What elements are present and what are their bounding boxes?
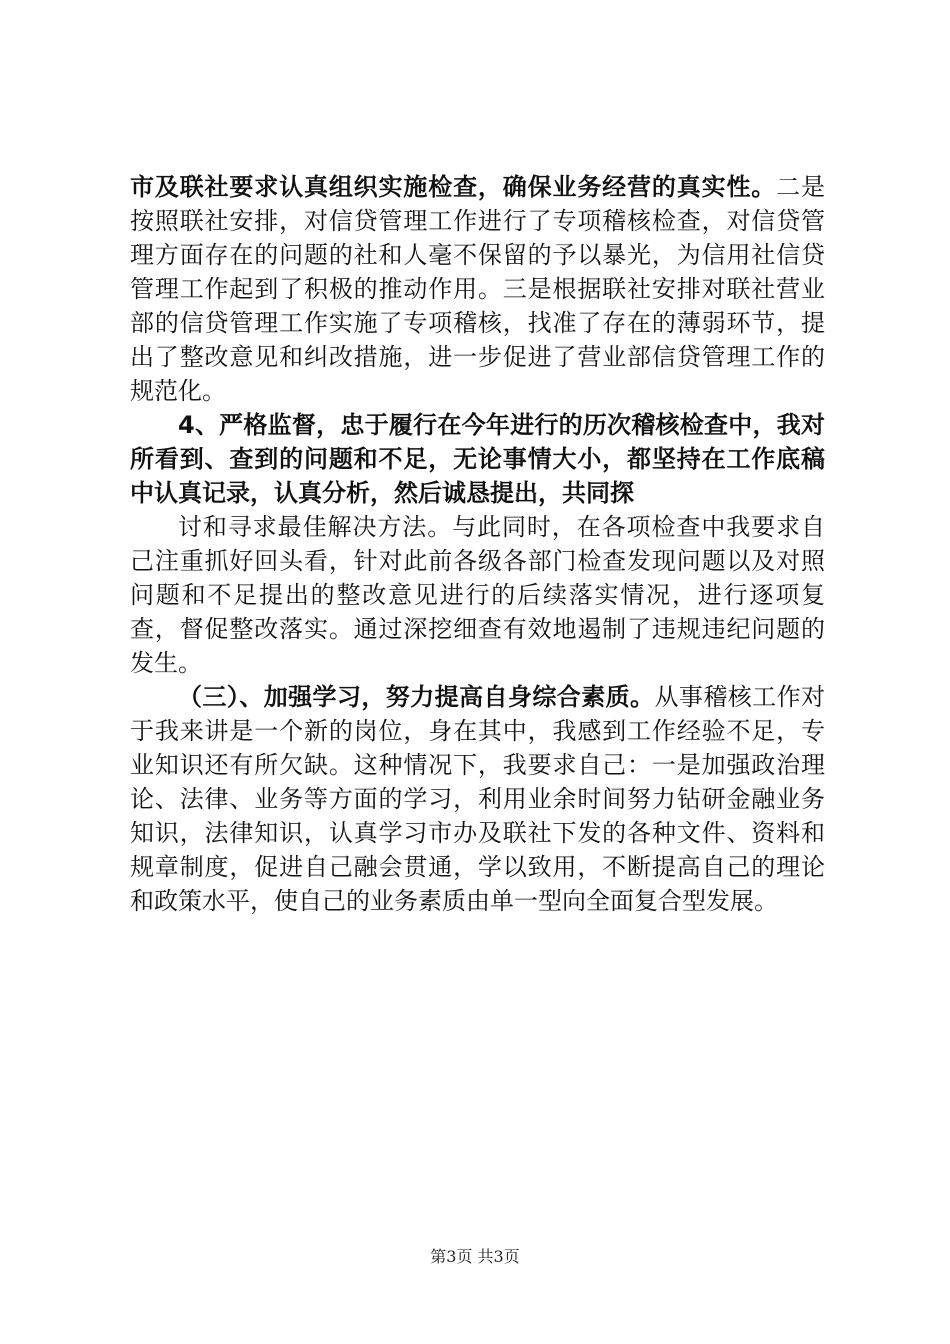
paragraph-4-text: 从事稽核工作对于我来讲是一个新的岗位，身在其中，我感到工作经验不足，专业知识还有所欠缺。这种情况下，我要求自己：一是加强政治理论、法律、业务等方面的学习，利用业余时间努力钻研金融业务知识，法律知识，认真学习市办及联社下发的各种文件、资料和规章制度，促进自己融会贯通，学以致用，不断提高自己的理论和政策水平，使自己的业务素质由单一型向全面复合型发展。 <box>130 683 826 915</box>
paragraph-3: 讨和寻求最佳解决方法。与此同时，在各项检查中我要求自己注重抓好回头看，针对此前各级各部门检查发现问题以及对照问题和不足提出的整改意见进行的后续落实情况，进行逐项复查，督促整改落实。通过深挖细查有效地遏制了违规违纪问题的发生。 <box>130 513 825 677</box>
paragraph-1-bold-text: 市及联社要求认真组织实施检查，确保业务经营的真实性。 <box>130 173 777 201</box>
paragraph-2: 4、严格监督，忠于履行在今年进行的历次稽核检查中，我对所看到、查到的问题和不足，无论事情大小，都坚持在工作底稿中认真记录，认真分析，然后诚恳提出，共同探 <box>130 411 825 507</box>
page-footer: 第3页 共3页 <box>430 1247 520 1266</box>
paragraph-1 <box>130 170 825 408</box>
document-body <box>130 170 825 918</box>
paragraph-4 <box>130 680 825 918</box>
paragraph-4-heading: （三）、加强学习，努力提高自身综合素质。 <box>178 683 655 711</box>
paragraph-1-text: 二是按照联社安排，对信贷管理工作进行了专项稽核检查，对信贷管理方面存在的问题的社和人毫不保留的予以暴光，为信用社信贷管理工作起到了积极的推动作用。三是根据联社安排对联社营业部的信贷管理工作实施了专项稽核，找准了存在的薄弱环节，提出了整改意见和纠改措施，进一步促进了营业部信贷管理工作的规范化。 <box>130 173 826 405</box>
